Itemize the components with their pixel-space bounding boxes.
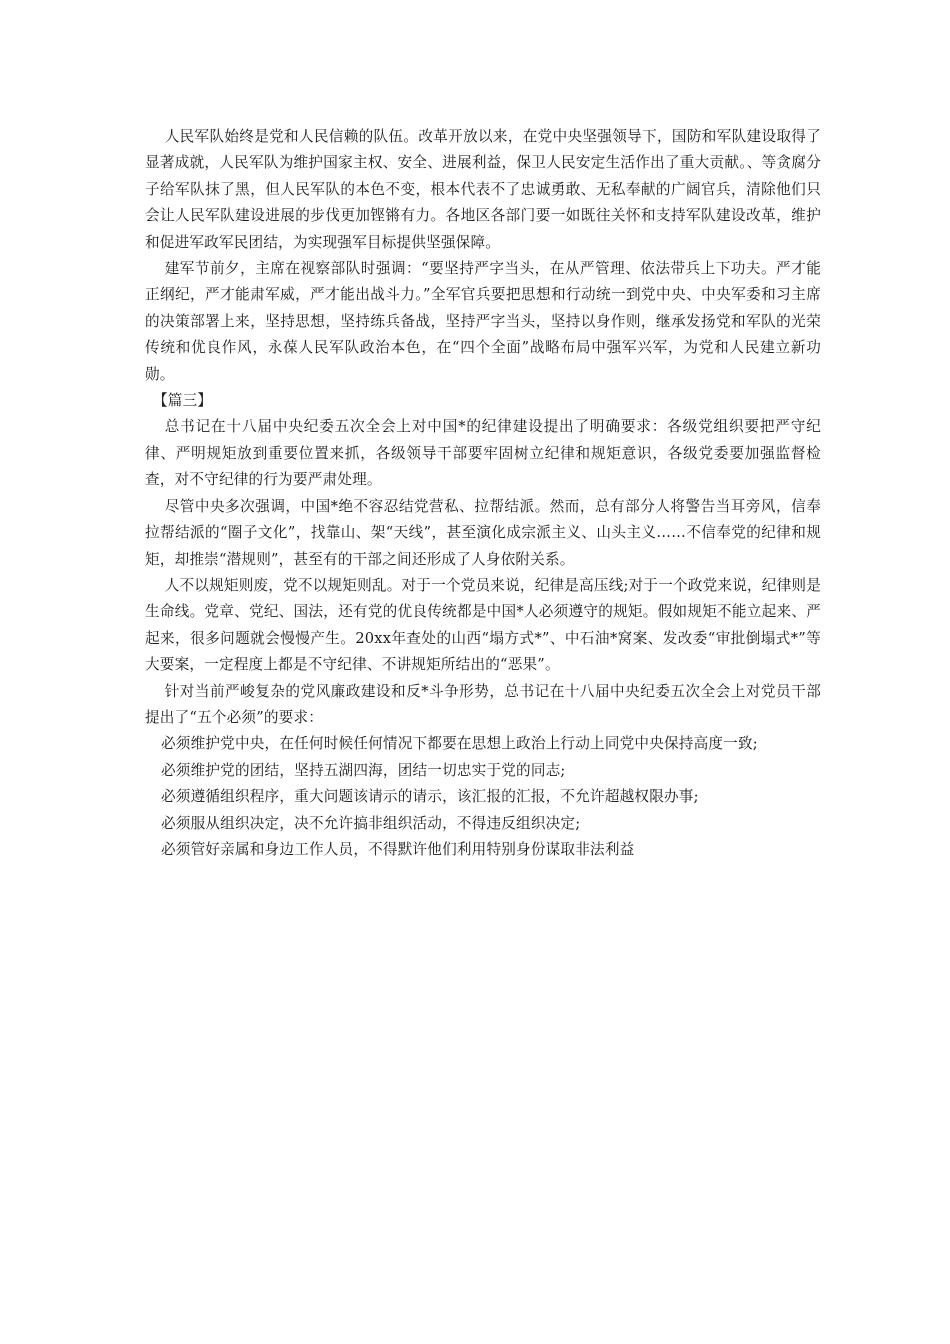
document-body [145,124,821,863]
requirement-item-4: 必须服从组织决定，决不允许搞非组织活动，不得违反组织决定; [161,814,581,832]
paragraph-intro-2: 建军节前夕，主席在视察部队时强调：“要坚持严字当头，在从严管理、依法带兵上下功夫。严才能正纲纪，严才能肃军威，严才能出战斗力。”全军官兵要把思想和行动统一到党中央、中央军委和习主席的决策部署上来，坚持思想，坚持练兵备战，坚持严字当头，坚持以身作则，继承发扬党和军队的光荣传统和优良作风，永葆人民军队政治本色，在“四个全面”战略布局中强军兴军，为党和人民建立新功勋。 [145,260,821,383]
paragraph-main-3: 人不以规矩则废，党不以规矩则乱。对于一个党员来说，纪律是高压线;对于一个政党来说，纪律则是生命线。党章、党纪、国法，还有党的优良传统都是中国*人必须遵守的规矩。假如规矩不能立起来、严起来，很多问题就会慢慢产生。20xx年查处的山西“塌方式*”、中石油*窝案、发改委“审批倒塌式*”等大要案，一定程度上都是不守纪律、不讲规矩所结出的“恶果”。 [145,576,821,674]
requirement-item-2: 必须维护党的团结，坚持五湖四海，团结一切忠实于党的同志; [161,761,566,779]
requirement-item-3: 必须遵循组织程序，重大问题该请示的请示，该汇报的汇报，不允许超越权限办事; [161,788,699,806]
paragraph-main-2: 尽管中央多次强调，中国*绝不容忍结党营私、拉帮结派。然而，总有部分人将警告当耳旁风，信奉拉帮结派的“圈子文化”，找靠山、架“天线”，甚至演化成宗派主义、山头主义……不信奉党的纪律和规矩，却推崇“潜规则”，甚至有的干部之间还形成了人身依附关系。 [145,497,821,568]
section-heading: 【篇三】 [153,392,213,410]
requirement-item-5: 必须管好亲属和身边工作人员，不得默许他们利用特别身份谋取非法利益 [161,840,635,858]
paragraph-main-4: 针对当前严峻复杂的党风廉政建设和反*斗争形势，总书记在十八届中央纪委五次全会上对党员干部提出了“五个必须”的要求： [145,682,821,726]
paragraph-intro-1: 人民军队始终是党和人民信赖的队伍。改革开放以来，在党中央坚强领导下，国防和军队建设取得了显著成就，人民军队为维护国家主权、安全、进展利益，保卫人民安定生活作出了重大贡献。、等贪腐分子给军队抹了黑，但人民军队的本色不变，根本代表不了忠诚勇敢、无私奉献的广阔官兵，清除他们只会让人民军队建设进展的步伐更加铿锵有力。各地区各部门要一如既往关怀和支持军队建设改革，维护和促进军政军民团结，为实现强军目标提供坚强保障。 [145,128,821,251]
paragraph-main-1: 总书记在十八届中央纪委五次全会上对中国*的纪律建设提出了明确要求：各级党组织要把严守纪律、严明规矩放到重要位置来抓，各级领导干部要牢固树立纪律和规矩意识，各级党委要加强监督检查，对不守纪律的行为要严肃处理。 [145,418,821,489]
requirement-item-1: 必须维护党中央，在任何时候任何情况下都要在思想上政治上行动上同党中央保持高度一致; [161,735,758,753]
